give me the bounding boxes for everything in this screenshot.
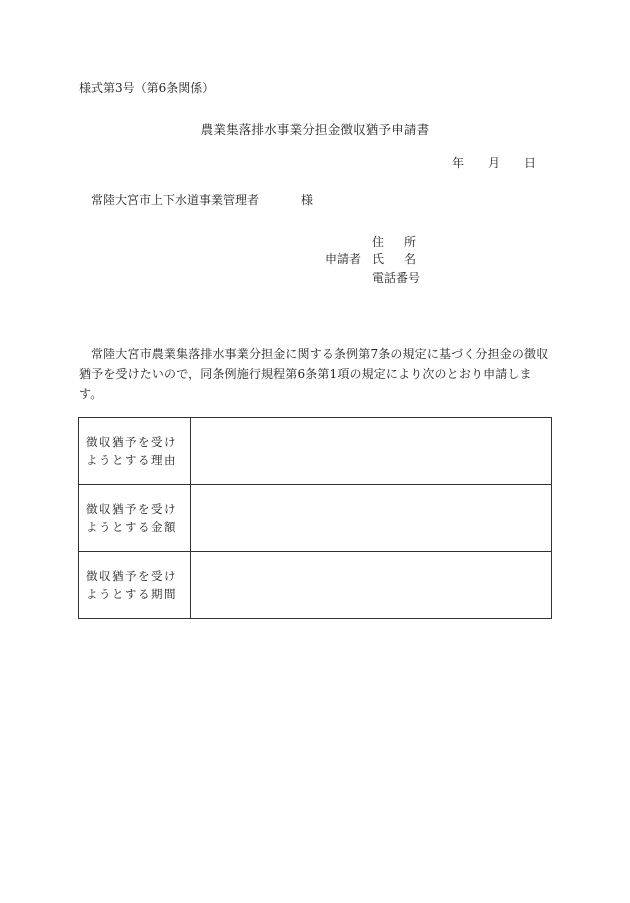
amount-label-line2: ようとする金額 <box>86 520 177 534</box>
form-number: 様式第3号（第6条関係） <box>79 81 215 95</box>
address-label-part2: 所 <box>404 235 417 249</box>
reason-value-cell[interactable] <box>191 418 552 485</box>
address-label-part1: 住 <box>372 235 385 249</box>
period-value-cell[interactable] <box>191 552 552 619</box>
table-row-amount <box>79 485 552 552</box>
applicant-phone-label: 電話番号 <box>372 271 421 285</box>
applicant-name-label <box>372 250 416 267</box>
date-year-label: 年 <box>452 156 465 170</box>
applicant-address-label <box>372 233 416 250</box>
period-label-line2: ようとする期間 <box>86 587 177 601</box>
name-label-part2: 名 <box>404 252 417 266</box>
table-row-reason <box>79 418 552 485</box>
period-label-cell <box>79 552 191 619</box>
reason-label-line2: ようとする理由 <box>86 453 177 467</box>
applicant-label: 申請者 <box>325 252 362 266</box>
date-month-label: 月 <box>488 156 501 170</box>
amount-value-cell[interactable] <box>191 485 552 552</box>
amount-label-cell <box>79 485 191 552</box>
date-day-label: 日 <box>524 156 537 170</box>
document-title: 農業集落排水事業分担金徴収猶予申請書 <box>200 122 430 137</box>
addressee-honorific: 様 <box>301 193 314 207</box>
name-label-part1: 氏 <box>372 252 385 266</box>
reason-label-line1: 徴収猶予を受け <box>86 435 177 449</box>
addressee-name: 常陸大宮市上下水道事業管理者 <box>91 193 260 207</box>
period-label-line1: 徴収猶予を受け <box>86 569 177 583</box>
amount-label-line1: 徴収猶予を受け <box>86 502 177 516</box>
reason-label-cell <box>79 418 191 485</box>
application-body-text: 常陸大宮市農業集落排水事業分担金に関する条例第7条の規定に基づく分担金の徴収猶予を受けたいので，同条例施行規程第6条第1項の規定により次のとおり申請します。 <box>79 347 549 401</box>
table-row-period <box>79 552 552 619</box>
addressee <box>91 191 313 208</box>
date-line <box>452 154 536 171</box>
application-form-table <box>78 417 552 619</box>
